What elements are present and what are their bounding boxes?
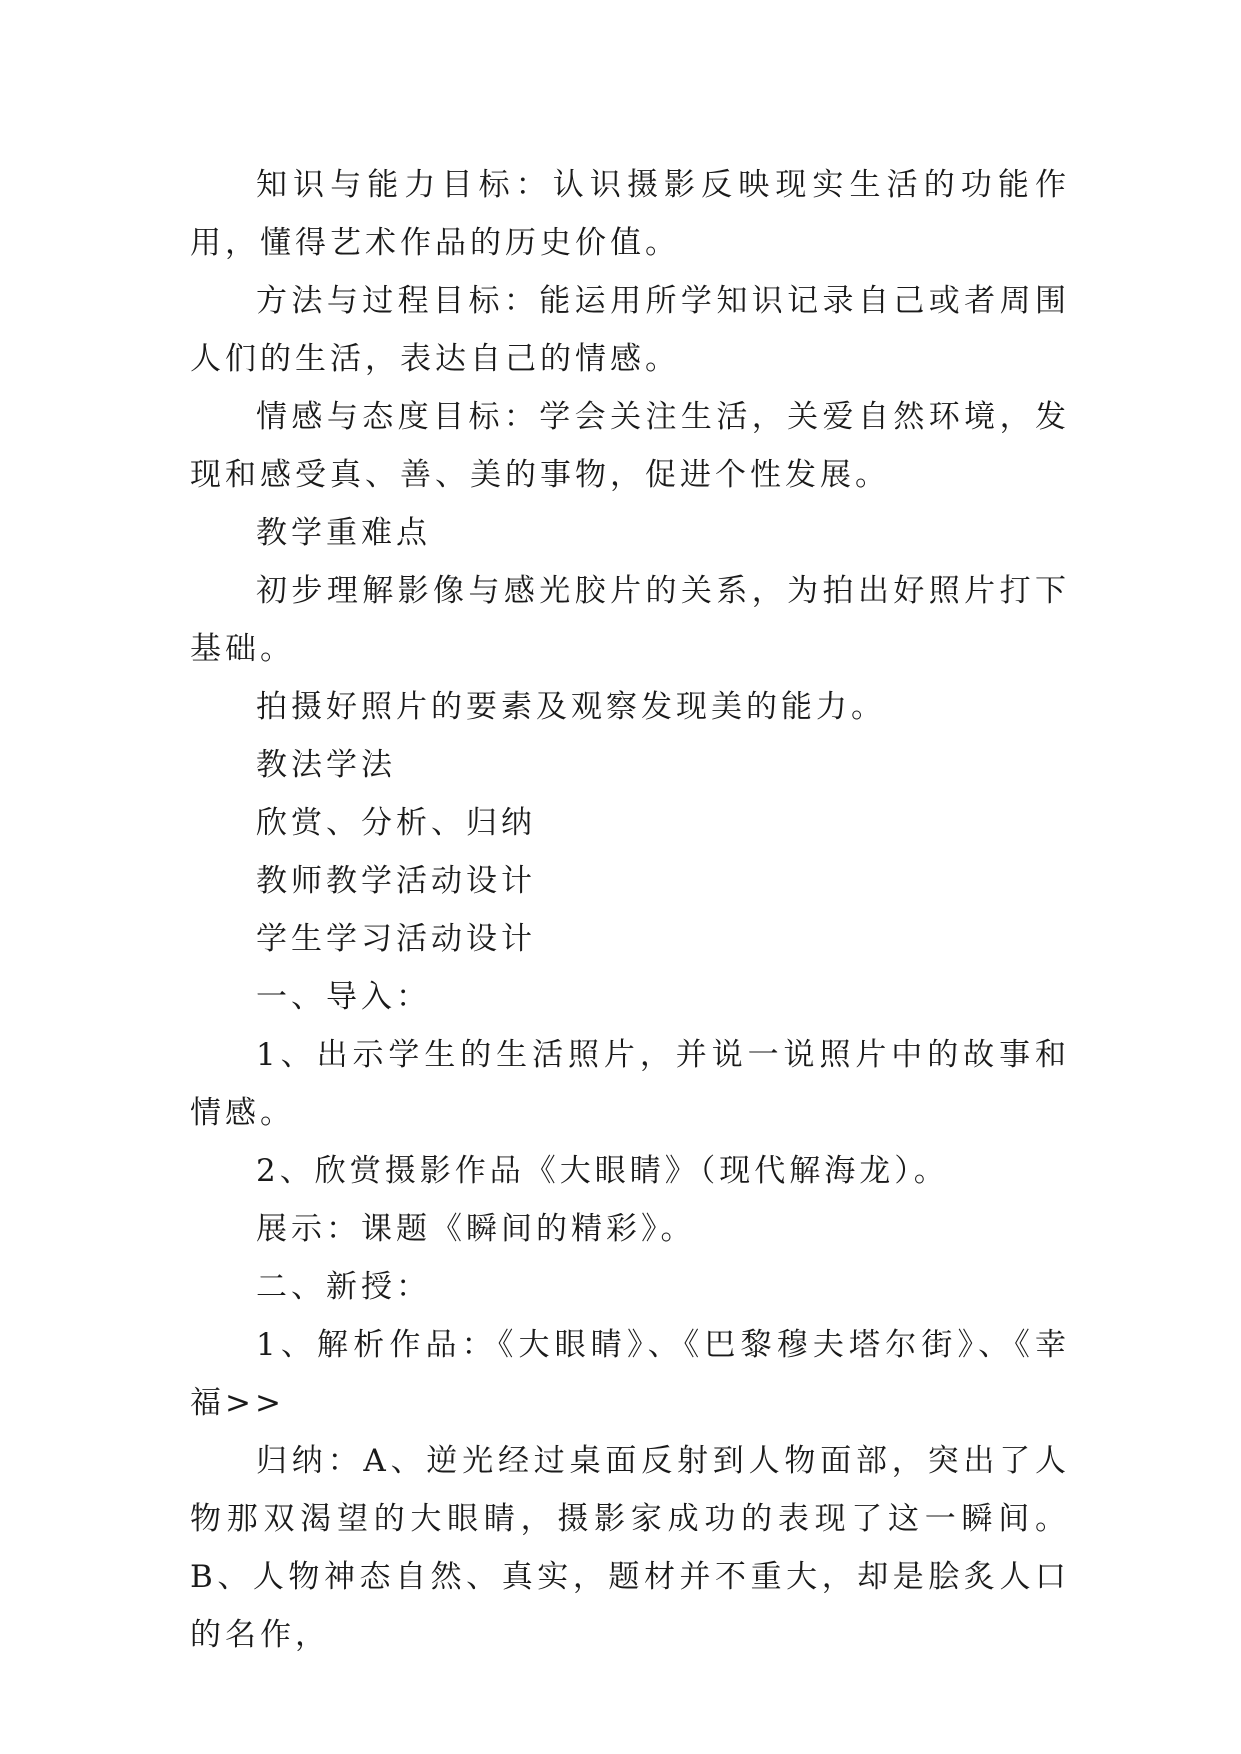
heading-new-lesson: 二、新授： (256, 1269, 431, 1305)
heading-student-activities: 学生学习活动设计 (256, 921, 536, 957)
paragraph-methods: 欣赏、分析、归纳 (256, 805, 536, 841)
paragraph-intro-2: 2、欣赏摄影作品《大眼睛》（现代解海龙）。 (256, 1153, 949, 1189)
paragraph-intro-1: 1、出示学生的生活照片，并说一说照片中的故事和情感。 (190, 1037, 1070, 1131)
paragraph-show-topic: 展示：课题《瞬间的精彩》。 (256, 1211, 696, 1247)
document-body (190, 156, 1070, 1664)
heading-key-difficulties: 教学重难点 (256, 515, 431, 551)
paragraph-summary: 归纳：A、逆光经过桌面反射到人物面部，突出了人物那双渴望的大眼睛，摄影家成功的表现了这一瞬间。B、人物神态自然、真实，题材并不重大，却是脍炙人口的名作， (190, 1443, 1070, 1653)
paragraph-difficulty-2: 拍摄好照片的要素及观察发现美的能力。 (256, 689, 886, 725)
heading-teacher-activities: 教师教学活动设计 (256, 863, 536, 899)
heading-teaching-methods: 教法学法 (256, 747, 396, 783)
paragraph-knowledge-goal: 知识与能力目标：认识摄影反映现实生活的功能作用，懂得艺术作品的历史价值。 (190, 167, 1070, 261)
paragraph-emotion-goal: 情感与态度目标：学会关注生活，关爱自然环境，发现和感受真、善、美的事物，促进个性发展。 (190, 399, 1070, 493)
heading-introduction: 一、导入： (256, 979, 431, 1015)
paragraph-analysis: 1、解析作品：《大眼睛》、《巴黎穆夫塔尔街》、《幸福>> (190, 1327, 1070, 1421)
paragraph-difficulty-1: 初步理解影像与感光胶片的关系，为拍出好照片打下基础。 (190, 573, 1070, 667)
paragraph-method-goal: 方法与过程目标：能运用所学知识记录自己或者周围人们的生活，表达自己的情感。 (190, 283, 1070, 377)
